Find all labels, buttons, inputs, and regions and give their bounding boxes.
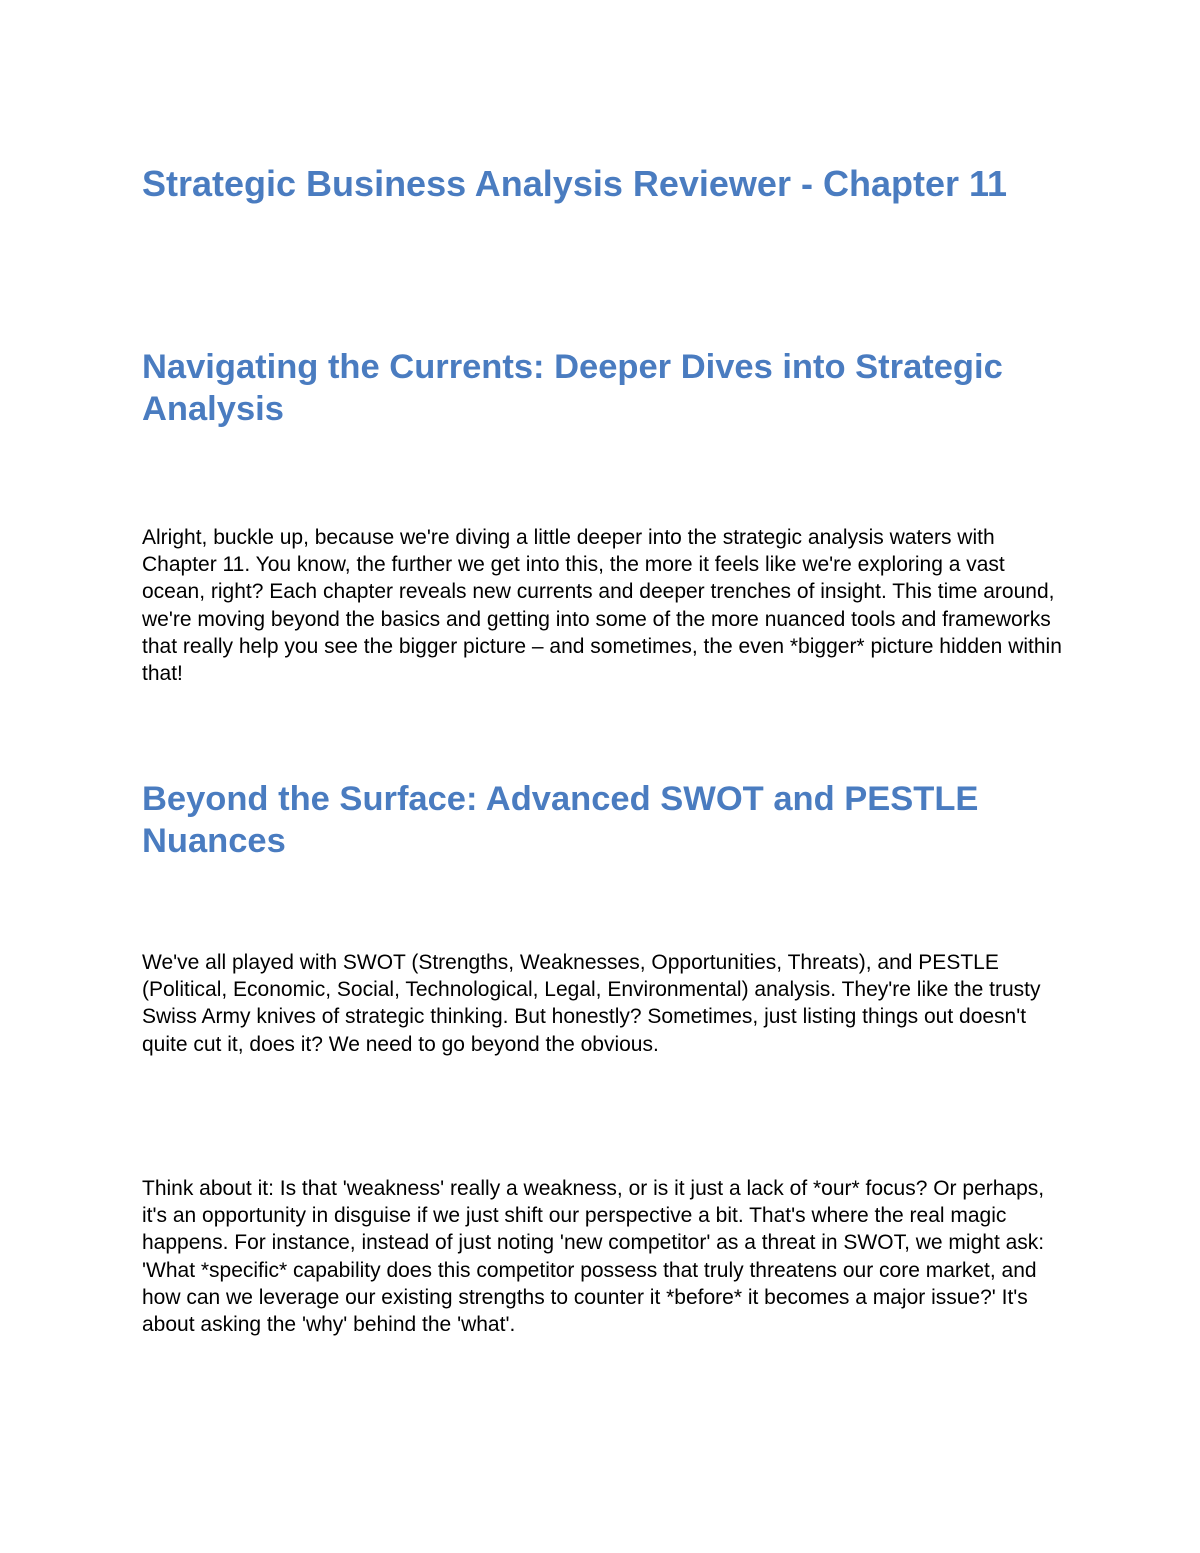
section-heading-beyond-the-surface: Beyond the Surface: Advanced SWOT and PESTLE Nuances (142, 780, 979, 860)
swot-pestle-paragraph: We've all played with SWOT (Strengths, Weaknesses, Opportunities, Threats), and PESTLE (Political, Economic, Social, Technological, Legal, Environmental) analysis. They're like the trusty Swiss Army knives of strategic thinking. But honestly? Sometimes, just listing things out doesn't quite cut it, does it? We need to go beyond the obvious. (142, 951, 1041, 1056)
think-about-it-paragraph: Think about it: Is that 'weakness' really a weakness, or is it just a lack of *our* focus? Or perhaps, it's an opportunity in disguise if we just shift our perspective a bit. That's where the real magic happens. For instance, instead of just noting 'new competitor' as a threat in SWOT, we might ask: 'What *specific* capability does this competitor possess that truly threatens our core market, and how can we leverage our existing strengths to counter it *before* it becomes a major issue?' It's about asking the 'why' behind the 'what'. (142, 1177, 1045, 1337)
document-title: Strategic Business Analysis Reviewer - Chapter 11 (142, 163, 1008, 204)
section-heading-navigating-the-currents: Navigating the Currents: Deeper Dives into Strategic Analysis (142, 348, 1003, 428)
intro-paragraph: Alright, buckle up, because we're diving a little deeper into the strategic analysis waters with Chapter 11. You know, the further we get into this, the more it feels like we're exploring a vast ocean, right? Each chapter reveals new currents and deeper trenches of insight. This time around, we're moving beyond the basics and getting into some of the more nuanced tools and frameworks that really help you see the bigger picture – and sometimes, the even *bigger* picture hidden within that! (142, 526, 1062, 686)
